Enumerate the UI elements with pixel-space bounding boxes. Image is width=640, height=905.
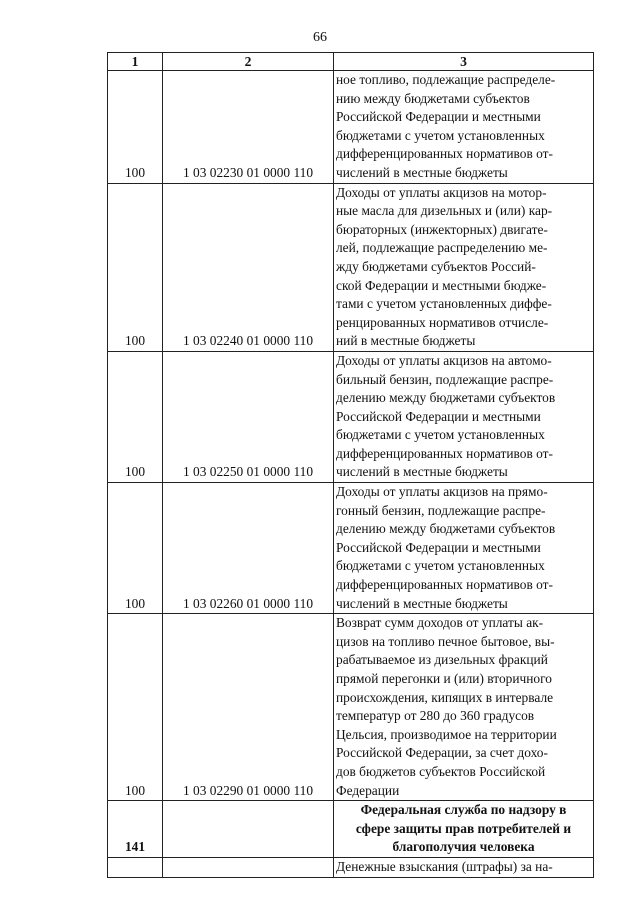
description-line: цизов на топливо печное бытовое, вы- xyxy=(336,633,555,649)
description-line: гонный бензин, подлежащие распре- xyxy=(336,502,546,518)
description-line: прямой перегонки и (или) вторичного xyxy=(336,671,552,686)
section-header-row xyxy=(108,801,594,858)
description-line: Российской Федерации и местными xyxy=(336,109,541,125)
revenue-description-cell xyxy=(334,183,594,351)
kbk-code-cell: 1 03 02260 01 0000 110 xyxy=(163,483,334,614)
description-line: дифференцированных нормативов от- xyxy=(336,146,553,162)
description-line: Доходы от уплаты акцизов на автомо- xyxy=(336,352,552,368)
description-line: ное топливо, подлежащие распределе- xyxy=(336,72,556,87)
description-line: температур от 280 до 360 градусов xyxy=(336,708,535,724)
description-line: Доходы от уплаты акцизов на мотор- xyxy=(336,184,547,200)
description-line: нию между бюджетами субъектов xyxy=(336,90,530,106)
description-line: Денежные взыскания (штрафы) за на- xyxy=(336,858,553,874)
description-line: Российской Федерации и местными xyxy=(336,539,541,555)
table-row xyxy=(108,351,594,482)
header-col-2: 2 xyxy=(163,53,334,71)
description-line: дов бюджетов субъектов Российской xyxy=(336,763,546,779)
kbk-code-cell xyxy=(163,801,334,858)
description-line: ний в местные бюджеты xyxy=(336,333,476,349)
description-line: бюджетами с учетом установленных xyxy=(336,427,545,443)
description-line: Федерации xyxy=(336,782,400,798)
description-line: происхождения, кипящих в интервале xyxy=(336,689,554,705)
admin-code-cell: 100 xyxy=(108,483,163,614)
table-header-row xyxy=(108,53,594,71)
admin-code-cell xyxy=(108,857,163,877)
description-line: числений в местные бюджеты xyxy=(336,164,508,180)
table-row-partial xyxy=(108,857,594,877)
revenue-description-cell xyxy=(334,351,594,482)
description-line: дифференцированных нормативов от- xyxy=(336,445,553,461)
description-line: благополучия человека xyxy=(392,839,535,855)
description-line: Доходы от уплаты акцизов на прямо- xyxy=(336,484,548,500)
description-line: делению между бюджетами субъектов xyxy=(336,521,556,537)
header-col-3: 3 xyxy=(334,53,594,71)
description-line: Возврат сумм доходов от уплаты ак- xyxy=(336,615,544,631)
description-line: Российской Федерации и местными xyxy=(336,408,541,424)
description-line: бильный бензин, подлежащие распре- xyxy=(336,371,554,387)
table-row xyxy=(108,483,594,614)
admin-code-cell: 141 xyxy=(108,801,163,858)
revenue-description-cell xyxy=(334,483,594,614)
admin-code-cell: 100 xyxy=(108,71,163,184)
table-row xyxy=(108,183,594,351)
description-line: ренцированных нормативов отчисле- xyxy=(336,314,549,330)
description-line: делению между бюджетами субъектов xyxy=(336,390,556,406)
revenue-description-cell xyxy=(334,614,594,801)
kbk-code-cell: 1 03 02250 01 0000 110 xyxy=(163,351,334,482)
description-line: Федеральная служба по надзору в xyxy=(360,802,567,818)
description-line: бюджетами с учетом установленных xyxy=(336,127,545,143)
revenue-description-cell xyxy=(334,801,594,858)
description-line: числений в местные бюджеты xyxy=(336,464,508,480)
table-row xyxy=(108,614,594,801)
admin-code-cell: 100 xyxy=(108,351,163,482)
description-line: Российской Федерации, за счет дохо- xyxy=(336,745,548,761)
budget-classification-table xyxy=(107,52,594,878)
revenue-description-cell xyxy=(334,857,594,877)
revenue-description-cell xyxy=(334,71,594,184)
page-number: 66 xyxy=(313,30,327,45)
kbk-code-cell: 1 03 02240 01 0000 110 xyxy=(163,183,334,351)
description-line: Цельсия, производимое на территории xyxy=(336,726,557,742)
kbk-code-cell xyxy=(163,857,334,877)
table-row xyxy=(108,71,594,184)
admin-code-cell: 100 xyxy=(108,614,163,801)
description-line: дифференцированных нормативов от- xyxy=(336,577,553,593)
description-line: ской Федерации и местными бюдже- xyxy=(336,277,547,293)
description-line: числений в местные бюджеты xyxy=(336,595,508,611)
description-line: сфере защиты прав потребителей и xyxy=(355,820,572,836)
description-line: жду бюджетами субъектов Россий- xyxy=(336,258,536,274)
description-line: ные масла для дизельных и (или) кар- xyxy=(336,203,553,219)
description-line: рабатываемое из дизельных фракций xyxy=(336,652,548,668)
header-col-1: 1 xyxy=(108,53,163,71)
description-line: тами с учетом установленных диффе- xyxy=(336,296,552,312)
admin-code-cell: 100 xyxy=(108,183,163,351)
kbk-code-cell: 1 03 02290 01 0000 110 xyxy=(163,614,334,801)
description-line: бюраторных (инжекторных) двигате- xyxy=(336,221,548,237)
description-line: лей, подлежащие распределению ме- xyxy=(336,240,548,256)
description-line: бюджетами с учетом установленных xyxy=(336,558,545,574)
kbk-code-cell: 1 03 02230 01 0000 110 xyxy=(163,71,334,184)
